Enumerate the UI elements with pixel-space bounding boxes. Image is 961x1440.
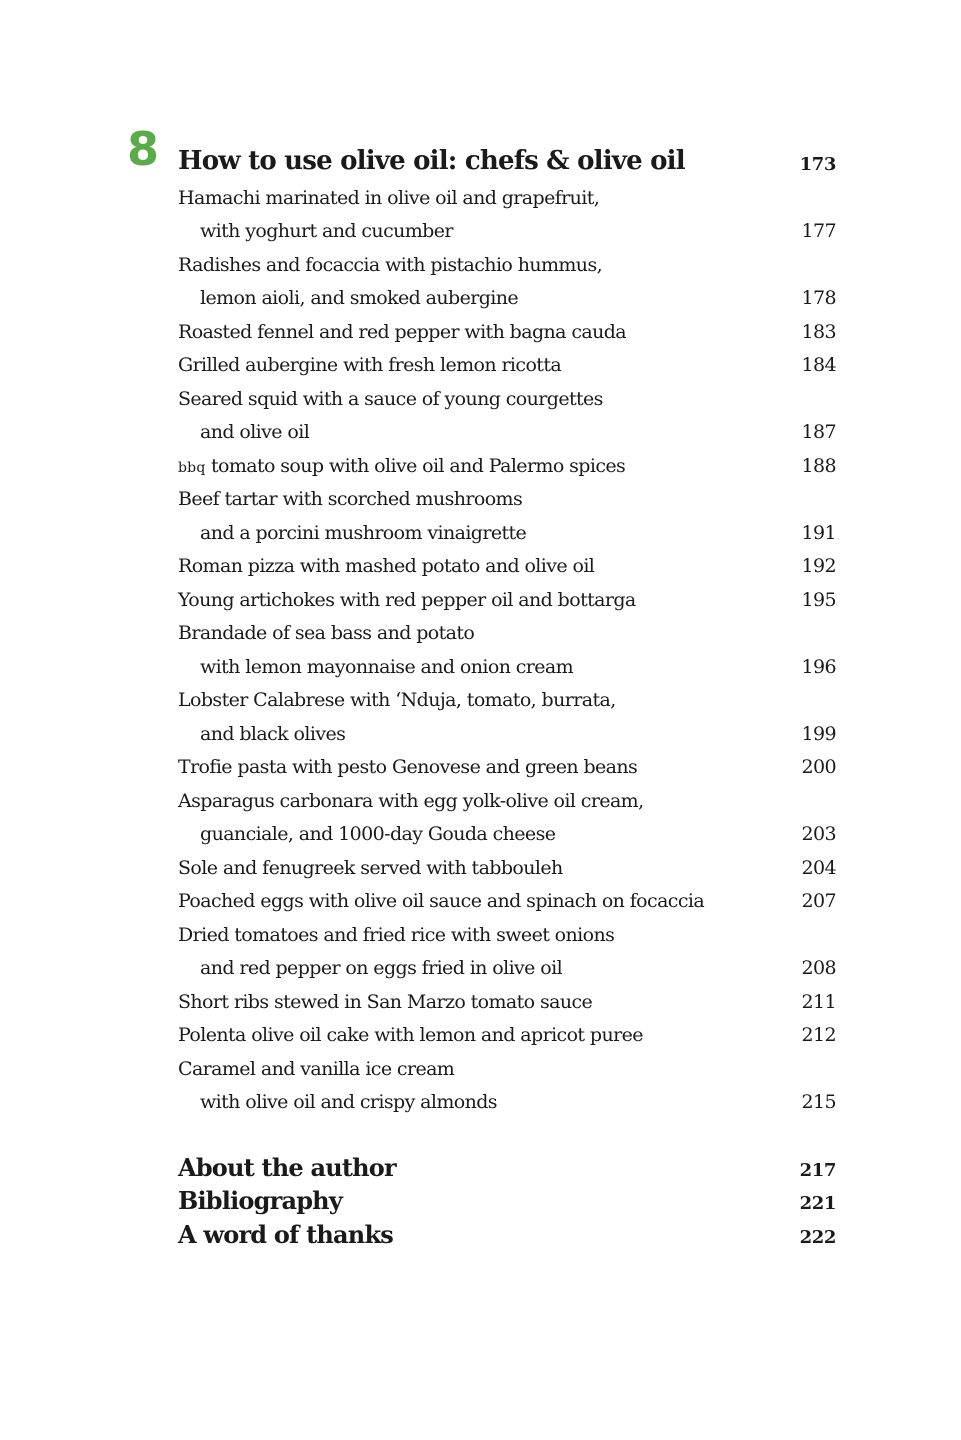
entry-title-line: with yoghurt and cucumber — [200, 220, 453, 242]
entry-title-prefix: bbq — [178, 459, 206, 476]
toc-entry-continuation[interactable] — [178, 947, 836, 981]
entry-page-number: 211 — [801, 990, 836, 1013]
entry-title-line: and black olives — [200, 722, 346, 745]
toc-entry-continuation[interactable] — [178, 813, 836, 847]
recipe-entries — [178, 176, 836, 1114]
chapter-title: How to use olive oil: chefs & olive oil — [178, 146, 685, 176]
entry-page-number: 203 — [801, 823, 836, 845]
entry-title-line: Trofie pasta with pesto Genovese and green beans — [178, 756, 638, 778]
entry-page-number: 208 — [801, 957, 836, 979]
toc-entry[interactable] — [178, 980, 836, 1014]
entry-title-line: Radishes and focaccia with pistachio hummus, — [178, 253, 603, 276]
entry-page-number: 184 — [801, 354, 836, 376]
toc-entry[interactable] — [178, 746, 836, 780]
entry-title-line: Asparagus carbonara with egg yolk-olive oil cream, — [178, 789, 644, 812]
entry-title-line: Caramel and vanilla ice cream — [178, 1057, 455, 1080]
entry-title-line: and a porcini mushroom vinaigrette — [200, 521, 527, 544]
toc-entry-continuation[interactable] — [178, 712, 836, 746]
entry-title-line: and olive oil — [200, 421, 310, 443]
entry-title-line: Short ribs stewed in San Marzo tomato sauce — [178, 990, 593, 1013]
toc-entry[interactable] — [178, 578, 836, 612]
entry-page-number: 195 — [801, 588, 836, 611]
backmatter-page-number: 221 — [799, 1193, 836, 1214]
entry-title-line: Lobster Calabrese with ‘Nduja, tomato, burrata, — [178, 689, 616, 711]
entry-page-number: 215 — [801, 1091, 836, 1113]
toc-entry[interactable] — [178, 243, 836, 277]
backmatter-title: About the author — [178, 1152, 396, 1182]
chapter-heading-row[interactable] — [178, 140, 836, 176]
entry-page-number: 187 — [801, 421, 836, 443]
entry-title-line: with lemon mayonnaise and onion cream — [200, 655, 574, 678]
toc-entry-continuation[interactable] — [178, 511, 836, 545]
toc-entry[interactable] — [178, 679, 836, 713]
backmatter-title: A word of thanks — [178, 1219, 393, 1249]
entry-page-number: 188 — [801, 454, 836, 477]
entry-page-number: 204 — [801, 856, 836, 879]
chapter-number: 8 — [127, 122, 160, 176]
toc-entry[interactable] — [178, 344, 836, 378]
entry-title-line: Seared squid with a sauce of young courgettes — [178, 387, 603, 410]
toc-entry-continuation[interactable] — [178, 411, 836, 445]
entry-page-number: 191 — [801, 521, 836, 544]
toc-entry-continuation[interactable] — [178, 1081, 836, 1115]
entry-title-line: with olive oil and crispy almonds — [200, 1091, 497, 1113]
entry-title-text: tomato soup with olive oil and Palermo spices — [210, 454, 626, 477]
toc-entry-continuation[interactable] — [178, 645, 836, 679]
backmatter-entry[interactable] — [178, 1215, 836, 1249]
entry-title-line: Grilled aubergine with fresh lemon ricotta — [178, 354, 562, 376]
toc-entry[interactable] — [178, 846, 836, 880]
toc-entry[interactable] — [178, 913, 836, 947]
toc-entry[interactable] — [178, 176, 836, 210]
entry-page-number: 212 — [801, 1024, 836, 1046]
backmatter-list — [178, 1148, 836, 1249]
toc-entry[interactable] — [178, 377, 836, 411]
backmatter-title: Bibliography — [178, 1186, 342, 1215]
table-of-contents — [178, 140, 836, 1249]
entry-title-line: Roman pizza with mashed potato and olive oil — [178, 555, 595, 577]
entry-page-number: 178 — [801, 287, 836, 309]
entry-title-line: Polenta olive oil cake with lemon and apricot puree — [178, 1024, 643, 1046]
entry-title-line: Roasted fennel and red pepper with bagna cauda — [178, 320, 627, 343]
toc-entry[interactable] — [178, 779, 836, 813]
backmatter-page-number: 217 — [799, 1159, 836, 1181]
entry-page-number: 199 — [801, 722, 836, 745]
toc-entry-continuation[interactable] — [178, 210, 836, 244]
toc-entry[interactable] — [178, 612, 836, 646]
toc-entry[interactable] — [178, 310, 836, 344]
backmatter-page-number: 222 — [799, 1226, 836, 1248]
toc-entry[interactable] — [178, 444, 836, 478]
chapter-page-number: 173 — [799, 154, 836, 175]
entry-page-number: 200 — [801, 756, 836, 778]
entry-page-number: 207 — [801, 890, 836, 912]
toc-entry[interactable] — [178, 880, 836, 914]
toc-entry[interactable] — [178, 1047, 836, 1081]
entry-title-line: Brandade of sea bass and potato — [178, 622, 475, 644]
entry-title-line: Dried tomatoes and fried rice with sweet onions — [178, 923, 615, 946]
backmatter-entry[interactable] — [178, 1148, 836, 1182]
backmatter-entry[interactable] — [178, 1182, 836, 1216]
entry-title-line: and red pepper on eggs fried in olive oil — [200, 957, 563, 979]
entry-title-line: Hamachi marinated in olive oil and grapefruit, — [178, 186, 600, 209]
entry-title-line: guanciale, and 1000-day Gouda cheese — [200, 823, 556, 845]
toc-entry[interactable] — [178, 1014, 836, 1048]
entry-page-number: 183 — [801, 320, 836, 343]
entry-page-number: 192 — [801, 555, 836, 577]
toc-entry-continuation[interactable] — [178, 277, 836, 311]
toc-entry[interactable] — [178, 545, 836, 579]
entry-title-line: Young artichokes with red pepper oil and bottarga — [178, 588, 636, 611]
entry-title-line: lemon aioli, and smoked aubergine — [200, 287, 519, 309]
entry-page-number: 196 — [801, 655, 836, 678]
entry-title-line: Poached eggs with olive oil sauce and spinach on focaccia — [178, 890, 705, 912]
entry-title-line: Sole and fenugreek served with tabbouleh — [178, 856, 563, 879]
toc-entry[interactable] — [178, 478, 836, 512]
entry-title-line: Beef tartar with scorched mushrooms — [178, 488, 523, 510]
entry-title-line — [178, 454, 626, 477]
entry-page-number: 177 — [801, 220, 836, 242]
